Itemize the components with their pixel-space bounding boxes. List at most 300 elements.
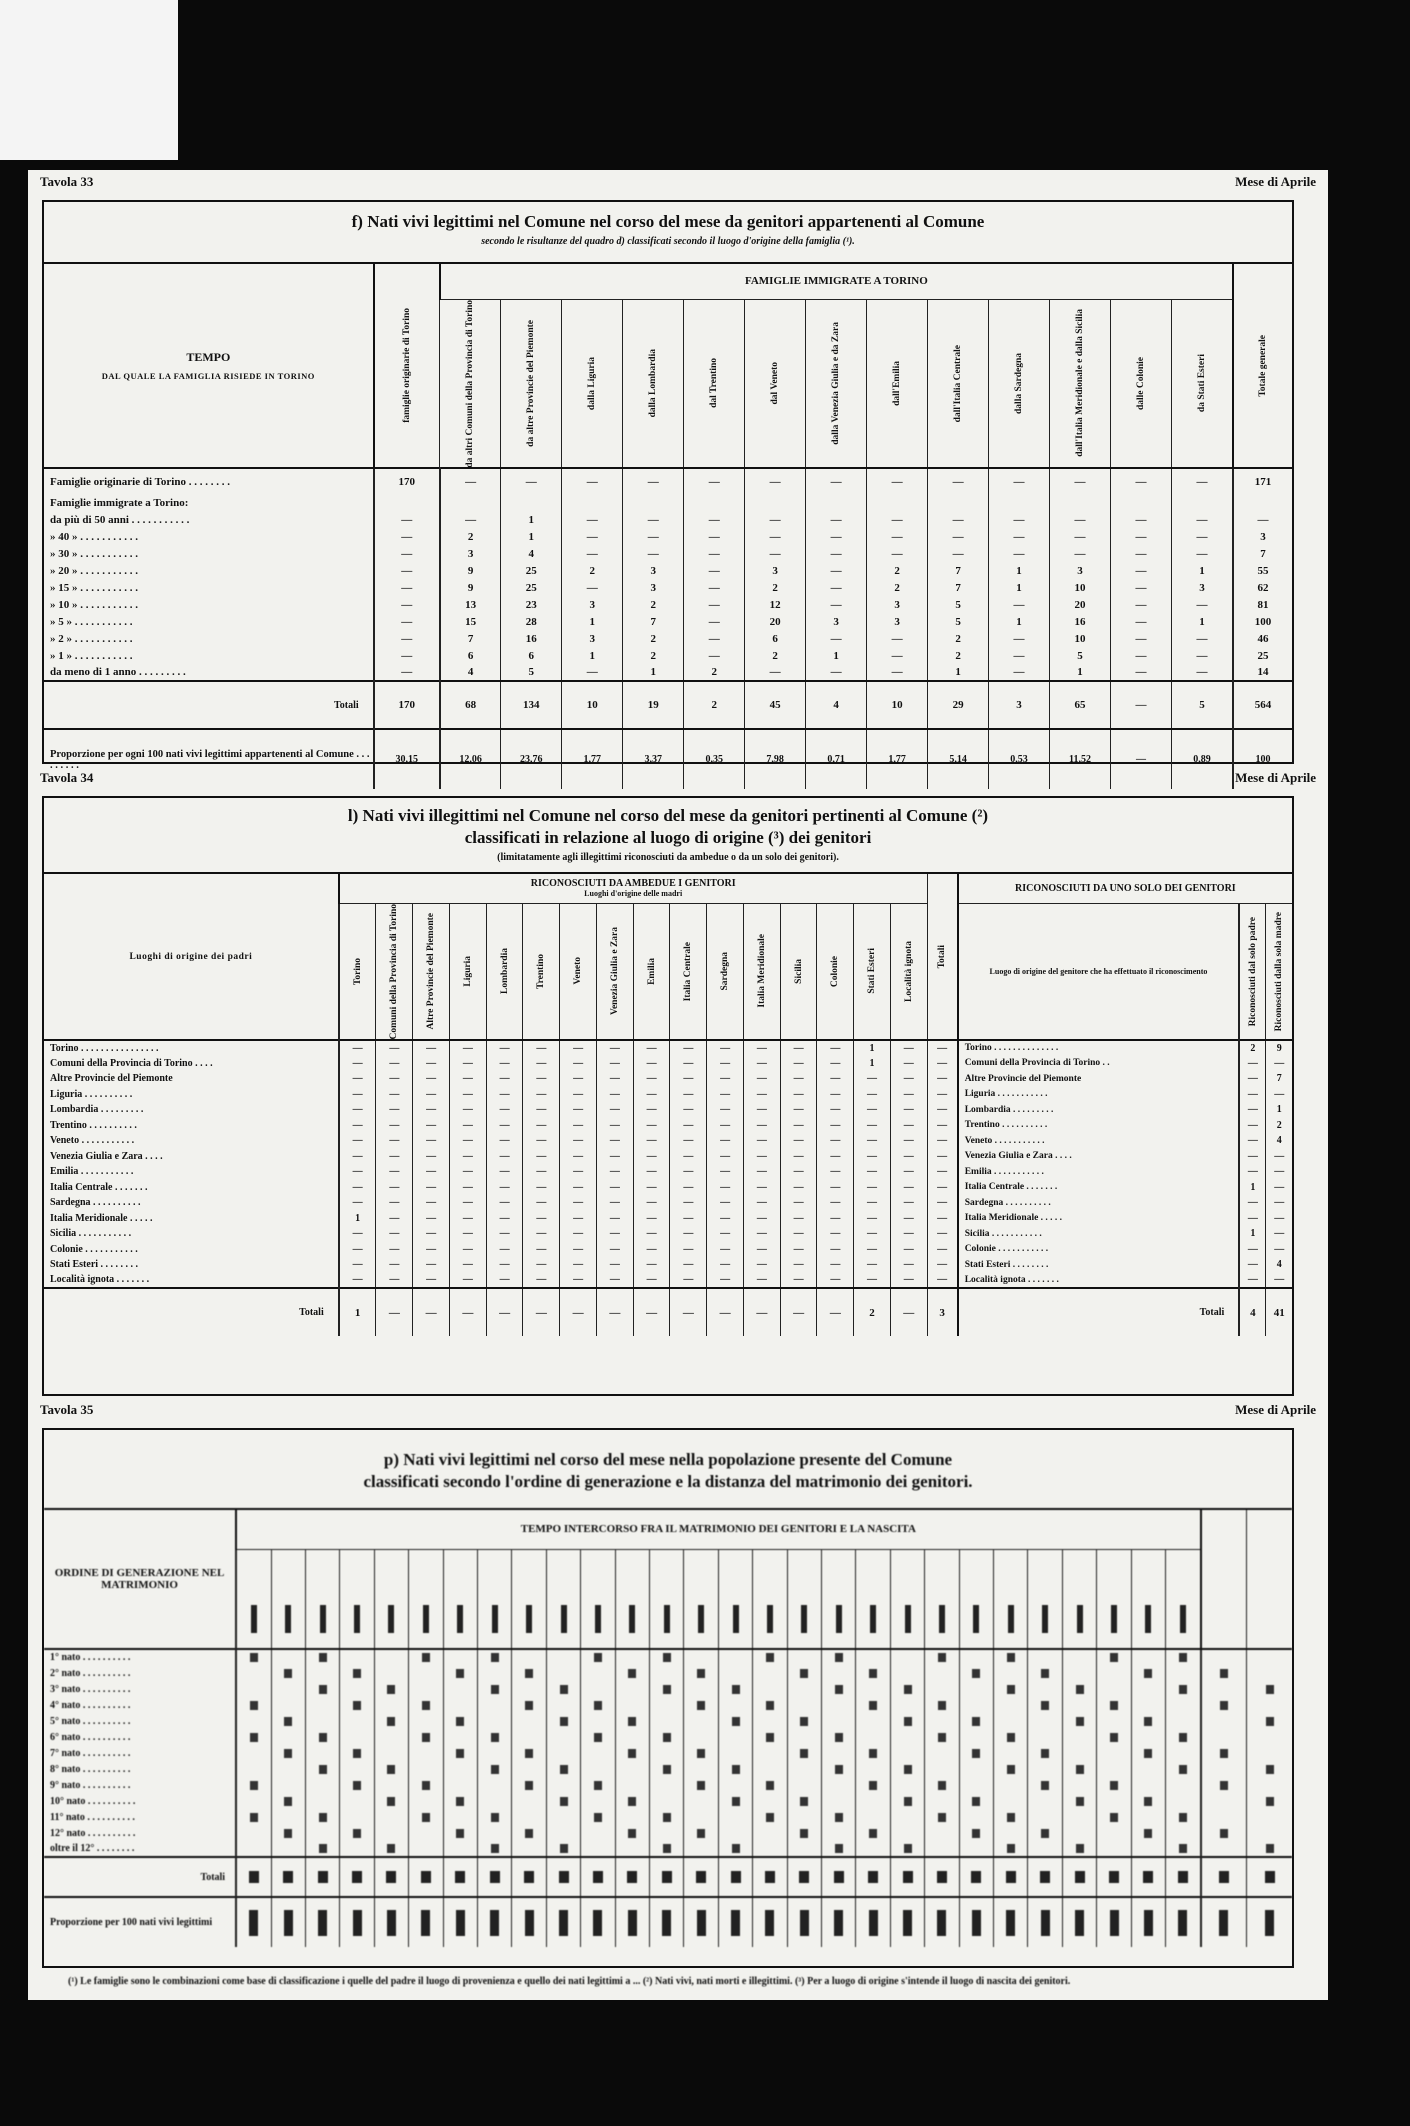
t35-cell-mark — [594, 1685, 602, 1694]
t35-total-cell — [1247, 1857, 1292, 1897]
t34-right-sub: Luogo di origine del genitore che ha effettuato il riconoscimento — [958, 903, 1240, 1040]
t35-cell-mark — [663, 1669, 671, 1678]
t35-cell — [546, 1649, 580, 1665]
t35-cell — [856, 1745, 890, 1761]
t35-cell-mark — [697, 1685, 705, 1694]
t35-cell — [753, 1745, 787, 1761]
t33-row — [44, 468, 1292, 494]
t35-col-mark — [251, 1605, 257, 1633]
t35-cell — [615, 1729, 649, 1745]
t35-cell — [1201, 1745, 1247, 1761]
t35-cell — [374, 1793, 408, 1809]
t34-cell: — — [780, 1226, 817, 1242]
t33-cell: 2 — [440, 528, 501, 545]
t35-cell — [959, 1841, 993, 1857]
t34-cell: — — [780, 1149, 817, 1165]
t35-cell-mark — [525, 1781, 533, 1790]
t35-cell-mark — [1041, 1844, 1049, 1853]
t35-prop-head — [1247, 1509, 1292, 1649]
t33-cell: — — [623, 468, 684, 494]
t35-cell — [925, 1713, 959, 1729]
t35-cell-mark — [284, 1733, 292, 1742]
t35-row — [44, 1697, 1292, 1713]
tavola34-title2: classificati in relazione al luogo di origine (³) dei genitori — [464, 828, 872, 847]
t35-cell — [271, 1665, 305, 1681]
t35-cell-mark — [491, 1813, 499, 1822]
t35-cell-mark — [594, 1844, 602, 1853]
t35-cell-mark — [972, 1749, 980, 1758]
t35-cell — [684, 1697, 718, 1713]
t35-total-cell — [1028, 1857, 1062, 1897]
t35-prop-mark — [318, 1910, 327, 1936]
t35-cell-mark — [1110, 1685, 1118, 1694]
t35-cell-mark — [525, 1749, 533, 1758]
t34-cell: — — [449, 1226, 486, 1242]
t35-prop-mark — [800, 1910, 809, 1936]
t35-cell — [443, 1825, 477, 1841]
t34-cell: — — [376, 1071, 413, 1087]
t34-cell: — — [413, 1102, 450, 1118]
t34-right-cell: — — [1239, 1273, 1266, 1289]
t35-col-20 — [925, 1549, 959, 1649]
t35-cell-mark — [491, 1685, 499, 1694]
t33-cell: — — [806, 528, 867, 545]
t34-cell: — — [854, 1195, 891, 1211]
tavola35-frame — [42, 1428, 1294, 1968]
t33-cell: 7 — [928, 579, 989, 596]
t33-cell: — — [684, 511, 745, 528]
t34-cell: — — [707, 1118, 744, 1134]
t35-cell-mark — [1076, 1829, 1084, 1838]
t34-col-4: Lombardia — [486, 903, 523, 1040]
t35-cell — [236, 1649, 271, 1665]
t34-cell: — — [670, 1040, 707, 1056]
t35-cell — [787, 1697, 821, 1713]
t35-prop-cell — [512, 1897, 546, 1947]
t35-cell — [1097, 1825, 1131, 1841]
t35-cell — [684, 1713, 718, 1729]
t35-cell — [684, 1761, 718, 1777]
t35-total-cell — [443, 1857, 477, 1897]
tavola34-subtitle: (limitatamente agli illegittimi riconosciuti da ambedue o da un solo dei genitori). — [497, 852, 839, 863]
t33-cell: — — [684, 468, 745, 494]
t35-cell-mark — [697, 1765, 705, 1774]
t35-cell — [1166, 1681, 1201, 1697]
t35-cell — [856, 1809, 890, 1825]
t35-cell-mark — [904, 1765, 912, 1774]
t35-cell — [581, 1793, 615, 1809]
t35-cell — [1131, 1777, 1165, 1793]
t34-cell: — — [449, 1180, 486, 1196]
t34-right-cell: 1 — [1266, 1102, 1292, 1118]
t35-total-cell — [1062, 1857, 1096, 1897]
t34-cell: — — [780, 1071, 817, 1087]
t34-right-label: Colonie . . . . . . . . . . . — [958, 1242, 1240, 1258]
t35-col-16 — [787, 1549, 821, 1649]
t34-cell: — — [707, 1195, 744, 1211]
t34-cell: — — [780, 1211, 817, 1227]
t35-cell — [1062, 1809, 1096, 1825]
t33-prop-cell: 1,77 — [867, 729, 928, 789]
t35-cell-mark — [800, 1749, 808, 1758]
t33-cell: — — [867, 468, 928, 494]
t34-right-cell: — — [1239, 1149, 1266, 1165]
t35-cell-mark — [594, 1653, 602, 1662]
t34-row — [44, 1195, 1292, 1211]
t35-total-mark — [1006, 1871, 1016, 1883]
t35-cell-mark — [697, 1829, 705, 1838]
t34-total-cell: — — [707, 1288, 744, 1336]
t35-col-mark — [733, 1605, 739, 1633]
t34-cell: — — [523, 1102, 560, 1118]
t34-cell: — — [927, 1211, 958, 1227]
t33-cell: 5 — [1050, 647, 1111, 664]
t33-cell: 1 — [989, 613, 1050, 630]
t35-cell-mark — [938, 1749, 946, 1758]
t35-cell-mark — [1220, 1717, 1228, 1726]
t35-cell-mark — [1076, 1733, 1084, 1742]
t33-cell: 4 — [501, 545, 562, 562]
t33-cell: 3 — [806, 613, 867, 630]
t35-prop-cell — [443, 1897, 477, 1947]
t35-col-mark — [320, 1605, 326, 1633]
t33-cell: — — [440, 511, 501, 528]
t35-cell-mark — [1220, 1669, 1228, 1678]
t33-prop-cell: 12,06 — [440, 729, 501, 789]
t35-cell — [615, 1793, 649, 1809]
t35-cell — [753, 1697, 787, 1713]
t34-cell: — — [743, 1040, 780, 1056]
t34-cell: — — [449, 1257, 486, 1273]
t35-col-0 — [236, 1549, 271, 1649]
t35-cell-mark — [1266, 1669, 1274, 1678]
t35-cell-mark — [697, 1813, 705, 1822]
t34-cell: — — [560, 1102, 597, 1118]
t34-cell: — — [780, 1195, 817, 1211]
t35-prop-cell — [959, 1897, 993, 1947]
t35-cell — [305, 1825, 339, 1841]
t33-cell: — — [1171, 664, 1232, 681]
t34-right-cell: — — [1266, 1242, 1292, 1258]
t35-cell — [581, 1777, 615, 1793]
t35-cell — [305, 1777, 339, 1793]
t33-cell: — — [374, 613, 440, 630]
t33-prop-cell: 11,52 — [1050, 729, 1111, 789]
t35-cell-mark — [353, 1813, 361, 1822]
t35-prop-cell — [374, 1897, 408, 1947]
t35-cell — [236, 1697, 271, 1713]
t35-cell — [305, 1745, 339, 1761]
t35-cell-mark — [284, 1749, 292, 1758]
t35-cell — [615, 1697, 649, 1713]
t34-cell: — — [743, 1226, 780, 1242]
t35-cell — [581, 1665, 615, 1681]
t34-cell: — — [707, 1226, 744, 1242]
t34-cell: — — [743, 1071, 780, 1087]
t35-cell-mark — [697, 1733, 705, 1742]
t34-cell: — — [707, 1164, 744, 1180]
t35-cell-mark — [972, 1781, 980, 1790]
t35-cell — [1097, 1665, 1131, 1681]
t35-col-1 — [271, 1549, 305, 1649]
t35-cell-mark — [1220, 1797, 1228, 1806]
t35-row-label: 2° nato . . . . . . . . . . — [50, 1667, 131, 1679]
t34-cell: — — [339, 1257, 376, 1273]
t33-cell: 2 — [928, 647, 989, 664]
t35-total-mark — [868, 1871, 878, 1883]
t33-cell: — — [562, 511, 623, 528]
t35-cell-mark — [491, 1701, 499, 1710]
t34-cell: — — [817, 1195, 854, 1211]
t35-cell-mark — [594, 1781, 602, 1790]
t35-total-cell — [271, 1857, 305, 1897]
t35-cell-mark — [560, 1653, 568, 1662]
t35-prop-mark — [937, 1910, 946, 1936]
t33-cell: 23 — [501, 596, 562, 613]
t34-row — [44, 1056, 1292, 1072]
t34-cell: — — [890, 1273, 927, 1289]
t35-cell-mark — [1179, 1844, 1187, 1853]
t35-cell-mark — [1144, 1701, 1152, 1710]
t35-cell — [1166, 1665, 1201, 1681]
t33-prop-cell: 3,37 — [623, 729, 684, 789]
t33-cell: 13 — [440, 596, 501, 613]
t34-cell: — — [743, 1273, 780, 1289]
t34-cell: — — [449, 1242, 486, 1258]
t35-cell — [753, 1649, 787, 1665]
t34-cell: — — [707, 1242, 744, 1258]
t33-cell: — — [989, 545, 1050, 562]
t35-cell-mark — [732, 1733, 740, 1742]
t35-cell-mark — [1007, 1813, 1015, 1822]
t35-cell — [1166, 1841, 1201, 1857]
t35-cell-mark — [697, 1717, 705, 1726]
t35-cell-mark — [1007, 1717, 1015, 1726]
t34-cell: — — [339, 1149, 376, 1165]
t35-cell — [1247, 1713, 1292, 1729]
t35-cell — [959, 1793, 993, 1809]
t34-total-cell: — — [449, 1288, 486, 1336]
t35-cell — [890, 1729, 924, 1745]
t35-cell — [1097, 1745, 1131, 1761]
t33-total-cell: — — [1110, 681, 1171, 729]
t35-cell-mark — [525, 1844, 533, 1853]
t35-cell — [1028, 1841, 1062, 1857]
t35-cell — [409, 1729, 443, 1745]
t35-cell — [340, 1681, 374, 1697]
t35-cell-mark — [491, 1669, 499, 1678]
t35-cell — [718, 1825, 752, 1841]
t35-cell-mark — [525, 1701, 533, 1710]
t35-cell — [650, 1745, 684, 1761]
t35-cell-mark — [766, 1653, 774, 1662]
t34-cell: — — [817, 1102, 854, 1118]
t35-cell — [305, 1761, 339, 1777]
t34-cell: — — [560, 1273, 597, 1289]
t35-cell-mark — [800, 1669, 808, 1678]
t34-cell: — — [890, 1257, 927, 1273]
t35-cell-mark — [422, 1797, 430, 1806]
t35-cell-mark — [594, 1733, 602, 1742]
t34-col-16: Totali — [927, 873, 958, 1040]
t35-col-11 — [615, 1549, 649, 1649]
t35-cell — [890, 1713, 924, 1729]
t33-cell: — — [989, 511, 1050, 528]
t35-prop-cell — [615, 1897, 649, 1947]
t35-cell — [374, 1745, 408, 1761]
t35-cell-mark — [1179, 1669, 1187, 1678]
t34-cell: — — [890, 1056, 927, 1072]
t35-col-3 — [340, 1549, 374, 1649]
t35-col-mark — [801, 1605, 807, 1633]
t34-cell: — — [339, 1164, 376, 1180]
t34-col-8: Emilia — [633, 903, 670, 1040]
t35-cell — [512, 1681, 546, 1697]
t35-cell — [1062, 1713, 1096, 1729]
t35-cell — [512, 1649, 546, 1665]
t35-cell — [512, 1809, 546, 1825]
t35-cell — [1097, 1681, 1131, 1697]
t34-cell: — — [854, 1087, 891, 1103]
t35-cell-mark — [732, 1813, 740, 1822]
t35-cell — [650, 1825, 684, 1841]
t35-total-mark — [765, 1871, 775, 1883]
t35-cell-mark — [284, 1717, 292, 1726]
t33-col-7: dalla Venezia Giulia e da Zara — [806, 299, 867, 468]
t33-col-5: dal Trentino — [684, 299, 745, 468]
t35-cell — [718, 1809, 752, 1825]
t35-cell-mark — [422, 1813, 430, 1822]
t35-cell-mark — [491, 1797, 499, 1806]
t35-cell-mark — [491, 1717, 499, 1726]
t33-cell: 7 — [928, 562, 989, 579]
t34-cell: — — [413, 1180, 450, 1196]
t34-total-cell: — — [486, 1288, 523, 1336]
t35-cell — [581, 1841, 615, 1857]
t33-cell: 55 — [1233, 562, 1292, 579]
t35-cell-mark — [1076, 1669, 1084, 1678]
t34-cell: — — [560, 1211, 597, 1227]
t33-cell: 3 — [1050, 562, 1111, 579]
t34-cell: — — [780, 1180, 817, 1196]
t34-row-label: Veneto . . . . . . . . . . . — [50, 1135, 135, 1147]
t35-cell-mark — [491, 1781, 499, 1790]
t34-cell: — — [670, 1149, 707, 1165]
t35-cell — [340, 1809, 374, 1825]
t35-cell-mark — [800, 1765, 808, 1774]
t35-cell — [236, 1665, 271, 1681]
t34-cell: — — [927, 1133, 958, 1149]
t35-cell-mark — [353, 1701, 361, 1710]
t33-total-cell: 19 — [623, 681, 684, 729]
t35-cell-mark — [766, 1797, 774, 1806]
t35-cell — [1131, 1825, 1165, 1841]
t35-cell — [271, 1745, 305, 1761]
t35-cell-mark — [835, 1813, 843, 1822]
t33-prop-label: Proporzione per ogni 100 nati vivi legittimi appartenenti al Comune . . . . . . . . . — [50, 748, 370, 771]
t35-cell — [271, 1697, 305, 1713]
t35-cell-mark — [904, 1669, 912, 1678]
t35-cell-mark — [560, 1781, 568, 1790]
t33-cell: — — [745, 664, 806, 681]
t35-cell-mark — [319, 1749, 327, 1758]
t35-row-label: 8° nato . . . . . . . . . . — [50, 1763, 131, 1775]
t35-cell — [477, 1809, 511, 1825]
t34-cell: — — [780, 1040, 817, 1056]
document-sheet — [28, 170, 1328, 2000]
t35-cell — [477, 1697, 511, 1713]
t35-cell-mark — [697, 1701, 705, 1710]
t34-cell: — — [743, 1149, 780, 1165]
t34-cell: — — [854, 1133, 891, 1149]
t35-row — [44, 1761, 1292, 1777]
t35-col-mark — [905, 1605, 911, 1633]
t34-row — [44, 1211, 1292, 1227]
t34-cell: — — [670, 1102, 707, 1118]
t35-cell-mark — [1110, 1813, 1118, 1822]
t35-cell — [236, 1825, 271, 1841]
t33-cell: — — [745, 528, 806, 545]
t35-cell — [477, 1793, 511, 1809]
t34-cell: — — [449, 1211, 486, 1227]
t35-cell-mark — [525, 1733, 533, 1742]
t35-col-mark — [939, 1605, 945, 1633]
t35-cell-mark — [972, 1717, 980, 1726]
t35-total-mark — [524, 1871, 534, 1883]
t34-cell: — — [707, 1257, 744, 1273]
t34-cell: — — [817, 1164, 854, 1180]
t33-group-head: FAMIGLIE IMMIGRATE A TORINO — [440, 263, 1233, 299]
t34-cell: — — [449, 1164, 486, 1180]
t35-cell — [994, 1649, 1028, 1665]
t33-cell: 1 — [623, 664, 684, 681]
t34-left-head: Luoghi di origine dei padri — [129, 951, 253, 962]
t35-cell-mark — [1220, 1813, 1228, 1822]
t35-prop-mark — [662, 1910, 671, 1936]
t33-row-label: » 2 » . . . . . . . . . . . — [50, 632, 133, 645]
t34-cell: — — [560, 1071, 597, 1087]
t35-total-mark — [490, 1871, 500, 1883]
t35-cell-mark — [766, 1685, 774, 1694]
t34-cell: — — [854, 1180, 891, 1196]
t35-cell-mark — [1041, 1717, 1049, 1726]
t35-prop-cell — [1247, 1897, 1292, 1947]
t34-right-cell: — — [1239, 1257, 1266, 1273]
t33-cell: 5 — [928, 596, 989, 613]
t35-total-mark — [1178, 1871, 1188, 1883]
t35-cell-mark — [560, 1829, 568, 1838]
t34-cell: — — [743, 1242, 780, 1258]
t35-cell — [1097, 1649, 1131, 1665]
t35-cell — [443, 1809, 477, 1825]
t35-total-cell — [925, 1857, 959, 1897]
t35-cell-mark — [250, 1669, 258, 1678]
t35-cell — [684, 1649, 718, 1665]
t34-cell: — — [486, 1149, 523, 1165]
t35-cell — [1201, 1681, 1247, 1697]
t35-cell — [409, 1825, 443, 1841]
t35-cell-mark — [1144, 1781, 1152, 1790]
t34-cell: — — [633, 1226, 670, 1242]
t35-cell — [615, 1809, 649, 1825]
t34-cell: — — [780, 1257, 817, 1273]
t35-cell-mark — [250, 1733, 258, 1742]
t35-cell — [890, 1777, 924, 1793]
t34-right-label: Sardegna . . . . . . . . . . — [958, 1195, 1240, 1211]
t34-cell: — — [413, 1056, 450, 1072]
t34-col-12: Sicilia — [780, 903, 817, 1040]
t35-prop-mark — [731, 1910, 740, 1936]
